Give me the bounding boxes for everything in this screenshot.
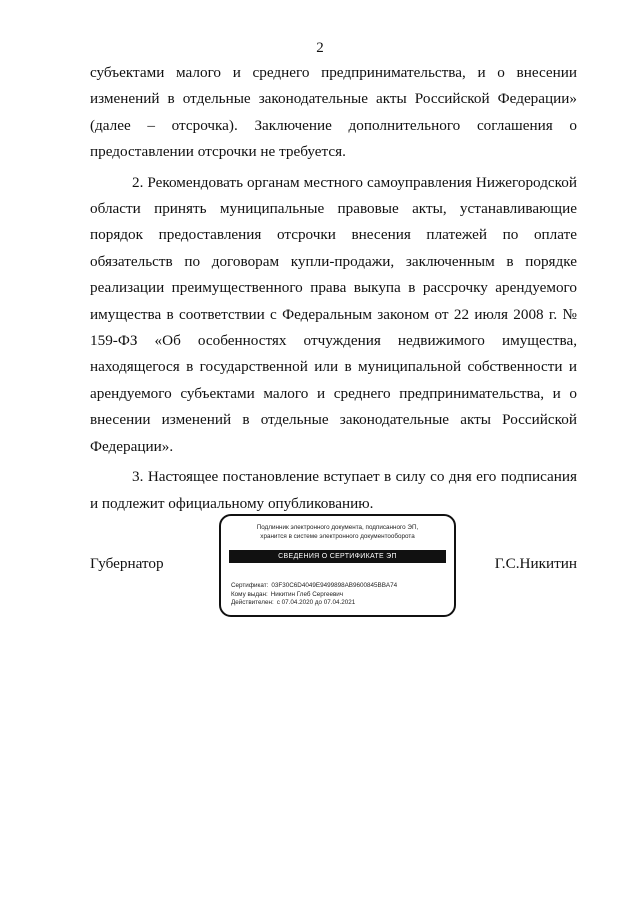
issued-to-label: Кому выдан:: [231, 590, 268, 598]
page-number: 2: [316, 40, 324, 56]
stamp-certificate-bar: СВЕДЕНИЯ О СЕРТИФИКАТЕ ЭП: [229, 550, 446, 563]
electronic-signature-stamp: [219, 514, 456, 617]
stamp-header-line-1: Подлинник электронного документа, подписанного ЭП,: [256, 524, 419, 531]
stamp-header: [221, 524, 454, 541]
document-body: [90, 60, 577, 521]
stamp-validity-row: [231, 599, 397, 608]
paragraph-item-3: 3. Настоящее постановление вступает в силу со дня его подписания и подлежит официальному опубликованию.: [90, 468, 577, 512]
paragraph-continuation: субъектами малого и среднего предпринимательства, и о внесении изменений в отдельные законодательные акты Российской Федерации» (далее – отсрочка). Заключение дополнительного соглашения о предоставлении отсрочки не требуется.: [90, 64, 577, 161]
stamp-header-line-2: хранится в системе электронного документооборота: [260, 532, 415, 540]
signatory-title: Губернатор: [90, 555, 164, 572]
certificate-value: 03F30C6D4049E9499898AB9600845BBA74: [271, 582, 398, 589]
stamp-details: [231, 582, 397, 608]
issued-to-value: Никитин Глеб Сергеевич: [270, 590, 344, 598]
signatory-name: Г.С.Никитин: [494, 555, 577, 572]
valid-label: Действителен:: [231, 599, 274, 607]
certificate-label: Сертификат:: [231, 582, 269, 589]
stamp-issued-to-row: [231, 591, 397, 600]
stamp-certificate-row: [231, 582, 397, 591]
valid-value: с 07.04.2020 до 07.04.2021: [276, 599, 356, 607]
paragraph-item-2: 2. Рекомендовать органам местного самоуправления Нижегородской области принять муниципальные правовые акты, устанавливающие порядок предоставления отсрочки внесения платежей по оплате обязательств по договорам купли-продажи, заключенным в порядке реализации преимущественного права выкупа в рассрочку арендуемого имущества в соответствии с Федеральным законом от 22 июля 2008 г. № 159-ФЗ «Об особенностях отчуждения недвижимого имущества, находящегося в государственной или в муниципальной собственности и арендуемого субъектами малого и среднего предпринимательства, и о внесении изменений в отдельные законодательные акты Российской Федерации».: [90, 173, 577, 455]
